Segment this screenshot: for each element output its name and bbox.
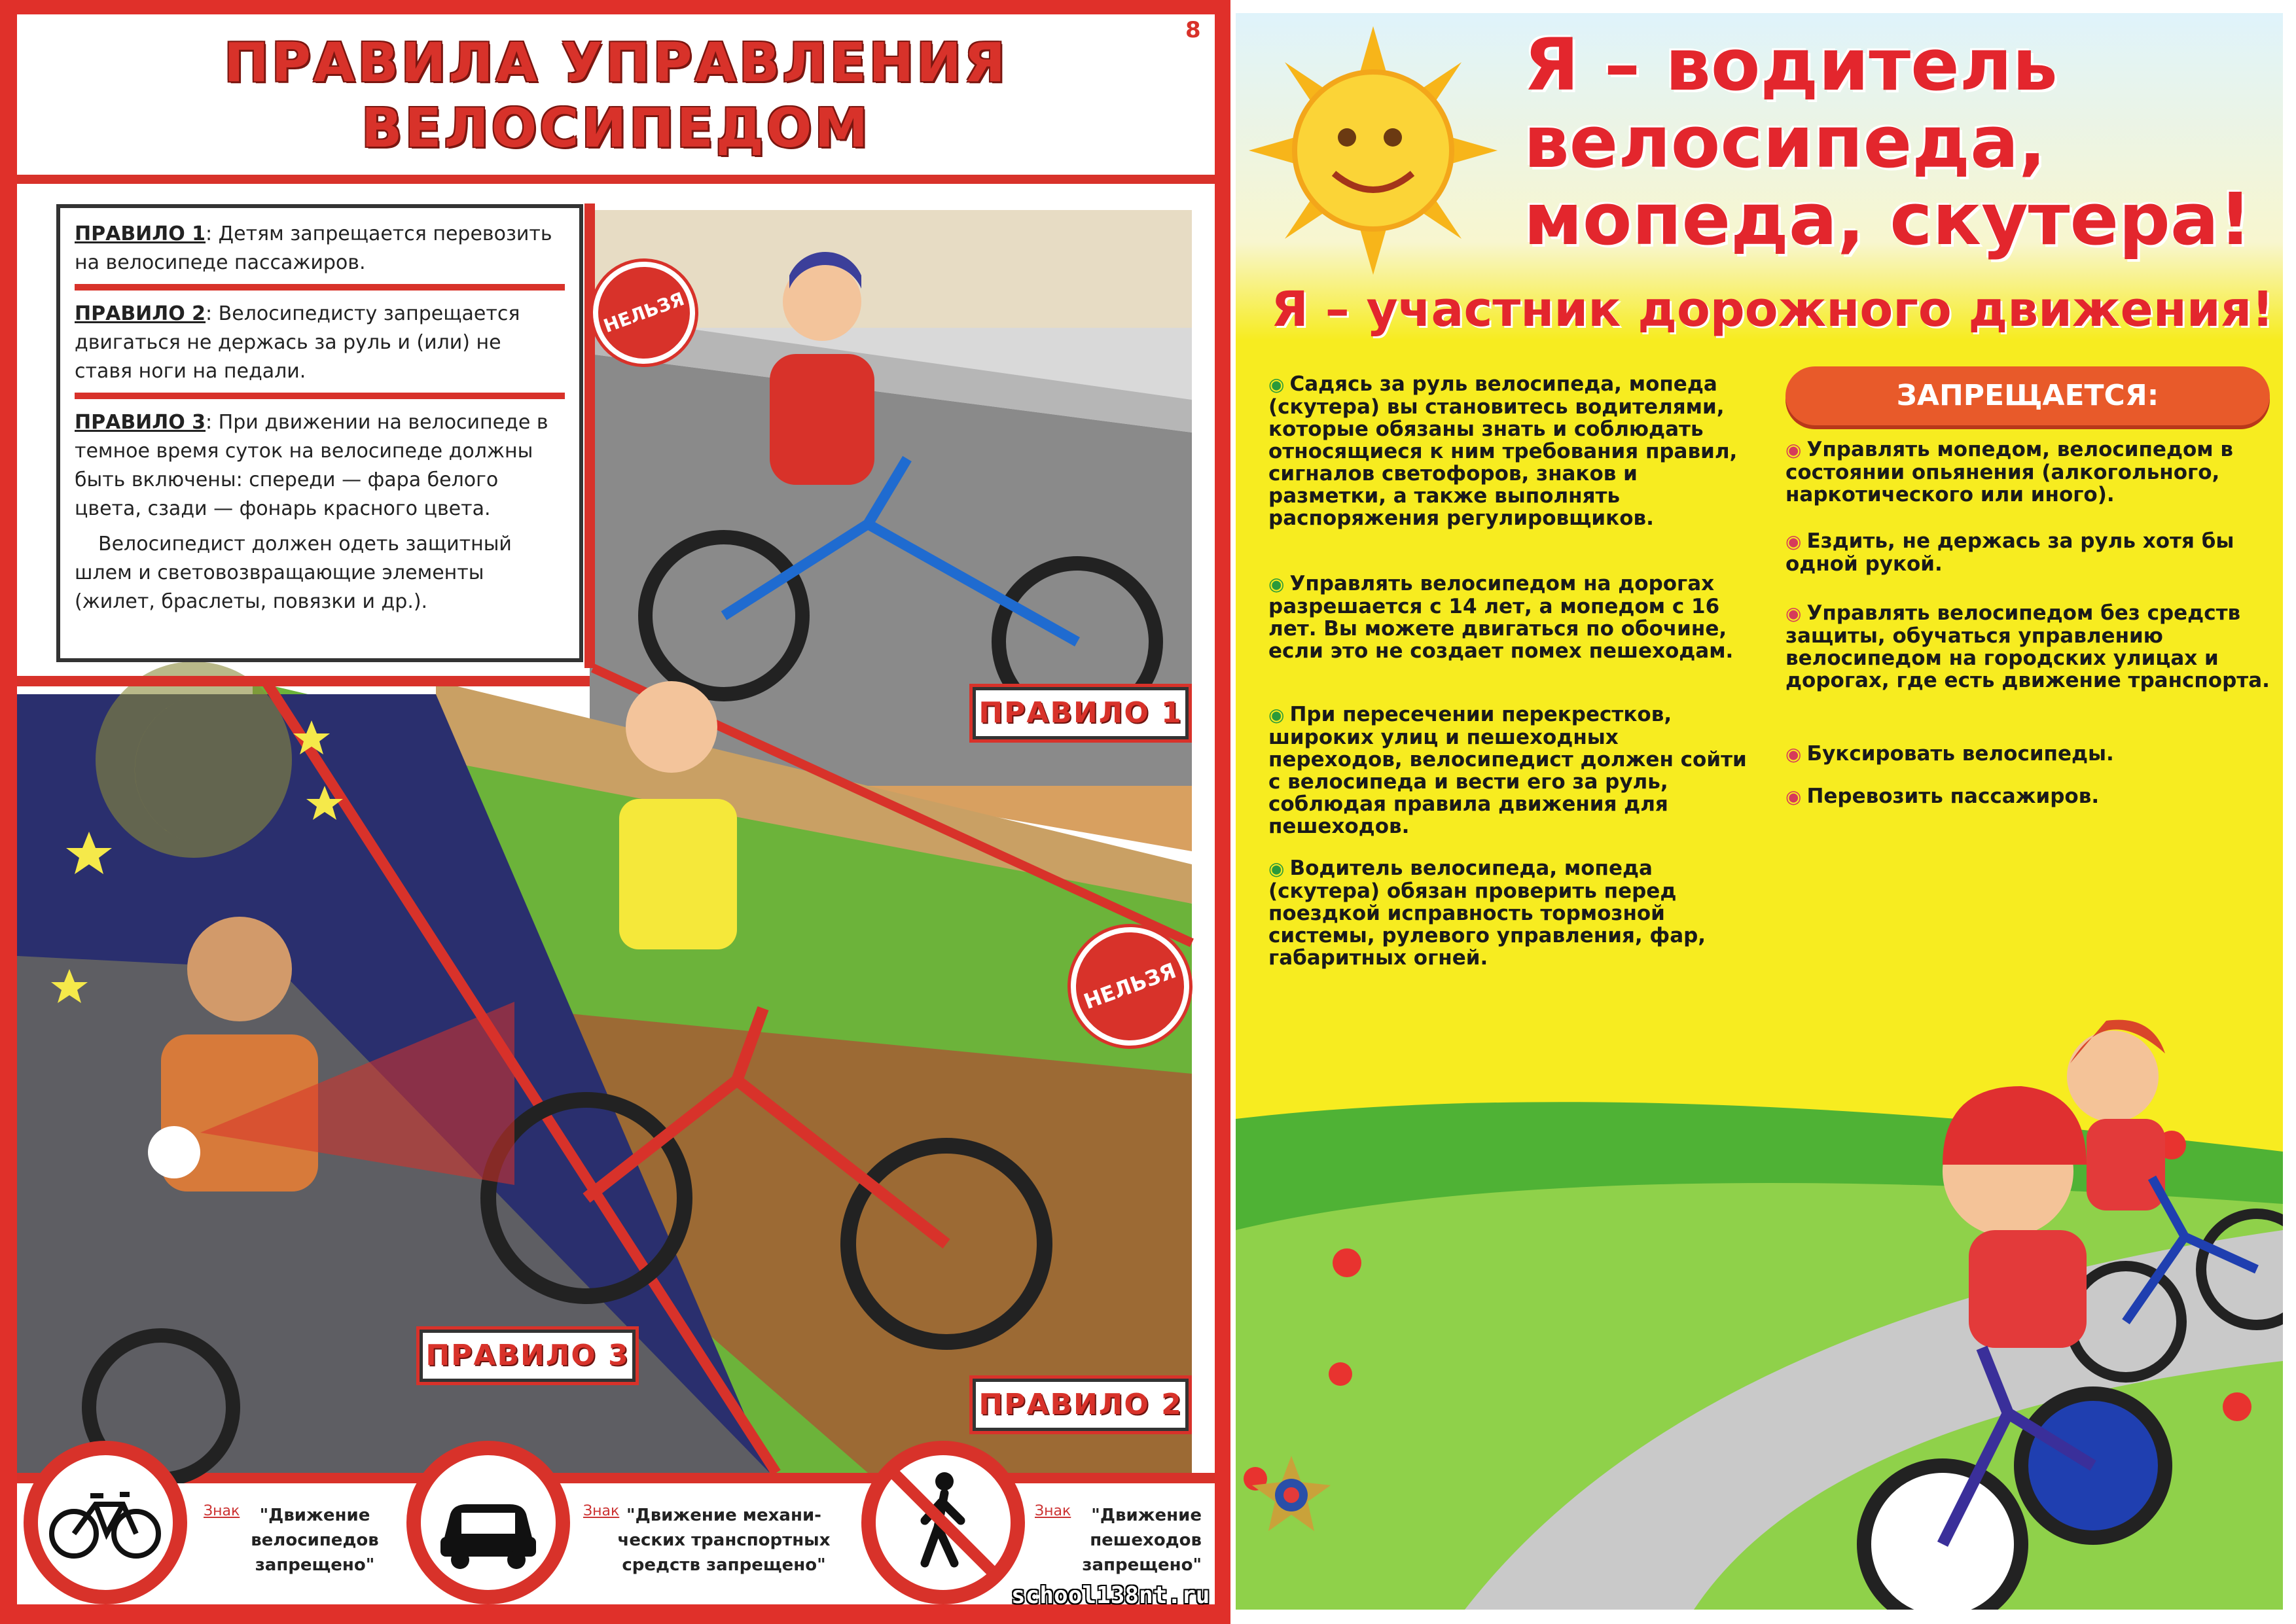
bicycle-bullet-icon: ◉ bbox=[1785, 603, 1802, 624]
sign-3-caption-line3: запрещено" bbox=[1082, 1555, 1202, 1575]
right-poster-subtitle: Я – участник дорожного движения! bbox=[1271, 281, 2274, 338]
caption-rule-1: ПРАВИЛО 1 bbox=[973, 687, 1189, 739]
title-divider bbox=[17, 175, 1215, 184]
bicycle-bullet-icon: ◉ bbox=[1785, 743, 1802, 765]
rule-3-text: : При движении на велосипеде в темное время суток на велосипеде должны быть включены: спереди — фара белого цвета, сзади — фонарь красного цвета. bbox=[75, 411, 548, 520]
info-item-2: ◉ Управлять велосипедом на дорогах разрешается с 14 лет, а мопедом с 16 лет. Вы можете двигаться по обочине, если это не создает помех пешеходам. bbox=[1268, 572, 1734, 663]
sign-2-caption bbox=[613, 1503, 835, 1578]
left-poster-inner bbox=[17, 14, 1215, 1604]
bicycle-bullet-icon: ◉ bbox=[1785, 439, 1802, 461]
sign-2-caption-line1: "Движение механи- bbox=[626, 1506, 821, 1525]
sign-1-caption-line1: "Движение bbox=[259, 1506, 370, 1525]
sign-2-caption-line3: средств запрещено" bbox=[622, 1555, 826, 1575]
sign-2-caption-line2: ческих транспортных bbox=[617, 1530, 831, 1550]
sign-2-word: Знак bbox=[583, 1503, 620, 1519]
rule-1 bbox=[75, 220, 565, 277]
bicycle-bullet-icon: ◉ bbox=[1785, 786, 1802, 807]
rule-divider bbox=[75, 393, 565, 399]
title-line-2: велосипеда, bbox=[1524, 100, 2047, 184]
bicycle-bullet-icon: ◉ bbox=[1268, 374, 1285, 395]
caption-rule-3: ПРАВИЛО 3 bbox=[420, 1330, 636, 1382]
title-line-3: мопеда, скутера! bbox=[1524, 177, 2252, 261]
sign-3-caption-line1: "Движение bbox=[1091, 1506, 1202, 1525]
bicycle-bullet-icon: ◉ bbox=[1268, 858, 1285, 879]
no-pedestrians-sign bbox=[861, 1441, 1025, 1604]
sign-3-word: Знак bbox=[1035, 1503, 1071, 1519]
forbidden-badge-1: НЕЛЬЗЯ bbox=[579, 247, 709, 378]
rule-1-text: : Детям запрещается перевозить на велосипеде пассажиров. bbox=[75, 222, 552, 274]
left-poster-title bbox=[17, 14, 1215, 175]
rule-3-heading: ПРАВИЛО 3 bbox=[75, 411, 206, 434]
sun-icon bbox=[1236, 13, 1511, 288]
right-poster-title bbox=[1524, 23, 2276, 261]
prohibited-banner: ЗАПРЕЩАЕТСЯ: bbox=[1785, 366, 2270, 425]
prohibited-item-5: ◉ Перевозить пассажиров. bbox=[1785, 785, 2100, 808]
rule-1-heading: ПРАВИЛО 1 bbox=[75, 222, 206, 245]
no-bicycles-sign bbox=[24, 1441, 187, 1604]
rules-block bbox=[56, 204, 583, 662]
bicycle-bullet-icon: ◉ bbox=[1268, 704, 1285, 726]
prohibited-item-4: ◉ Буксировать велосипеды. bbox=[1785, 742, 2114, 766]
rule-extra: Велосипедист должен одеть защитный шлем и световозвращающие элементы (жилет, браслеты, повязки и др.). bbox=[75, 533, 512, 613]
traffic-police-emblem-icon bbox=[1249, 1453, 1334, 1538]
rule-2 bbox=[75, 300, 565, 386]
info-item-3: ◉ При пересечении перекрестков, широких улиц и пешеходных переходов, велосипедист должен сойти с велосипеда и вести его за руль, соблюдая правила движения для пешеходов. bbox=[1268, 703, 1747, 838]
right-poster bbox=[1236, 13, 2283, 1610]
rule-divider bbox=[75, 284, 565, 291]
caption-rule-2: ПРАВИЛО 2 bbox=[973, 1379, 1189, 1431]
rule-2-heading: ПРАВИЛО 2 bbox=[75, 302, 206, 325]
info-item-4: ◉ Водитель велосипеда, мопеда (скутера) обязан проверить перед поездкой исправность тормозной системы, рулевого управления, фар, габаритных огней. bbox=[1268, 856, 1706, 970]
title-line-1: ПРАВИЛА УПРАВЛЕНИЯ bbox=[224, 32, 1008, 94]
no-motor-vehicles-sign bbox=[406, 1441, 570, 1604]
rule-2-text: : Велосипедисту запрещается двигаться не держась за руль и (или) не ставя ноги на педали. bbox=[75, 302, 520, 383]
bicycle-bullet-icon: ◉ bbox=[1785, 531, 1802, 552]
cyclists-illustration bbox=[1236, 955, 2283, 1610]
info-item-1: ◉ Садясь за руль велосипеда, мопеда (скутера) вы становитесь водителями, которые обязаны знать и соблюдать относящиеся к ним требования правил, сигналов светофоров, знаков и разметки, а также выполнять распоряжения регулировщиков. bbox=[1268, 372, 1738, 530]
sign-3-caption bbox=[1064, 1503, 1202, 1578]
bicycle-icon bbox=[38, 1455, 173, 1590]
car-icon bbox=[421, 1455, 556, 1590]
title-line-1: Я – водитель bbox=[1524, 23, 2058, 107]
sign-1-word: Знак bbox=[204, 1503, 240, 1519]
prohibited-item-1: ◉ Управлять мопедом, велосипедом в состоянии опьянения (алкогольного, наркотического или иного). bbox=[1785, 438, 2234, 506]
title-line-2: ВЕЛОСИПЕДОМ bbox=[361, 97, 871, 160]
sign-1-caption bbox=[233, 1503, 397, 1578]
watermark: school138nt.ru bbox=[1011, 1582, 1210, 1609]
sign-3-caption-line2: пешеходов bbox=[1090, 1530, 1202, 1550]
pedestrian-icon bbox=[876, 1455, 1011, 1590]
rule-3 bbox=[75, 408, 565, 523]
page-number: 8 bbox=[1185, 17, 1201, 43]
sign-1-caption-line2: велосипедов bbox=[251, 1530, 379, 1550]
bicycle-bullet-icon: ◉ bbox=[1268, 573, 1285, 595]
forbidden-badge-2: НЕЛЬЗЯ bbox=[1054, 911, 1206, 1063]
prohibited-item-2: ◉ Ездить, не держась за руль хотя бы одной рукой. bbox=[1785, 529, 2234, 576]
sign-1-caption-line3: запрещено" bbox=[255, 1555, 375, 1575]
prohibited-item-3: ◉ Управлять велосипедом без средств защиты, обучаться управлению велосипедом на городских улицах и дорогах, где есть движение транспорта. bbox=[1785, 601, 2270, 692]
